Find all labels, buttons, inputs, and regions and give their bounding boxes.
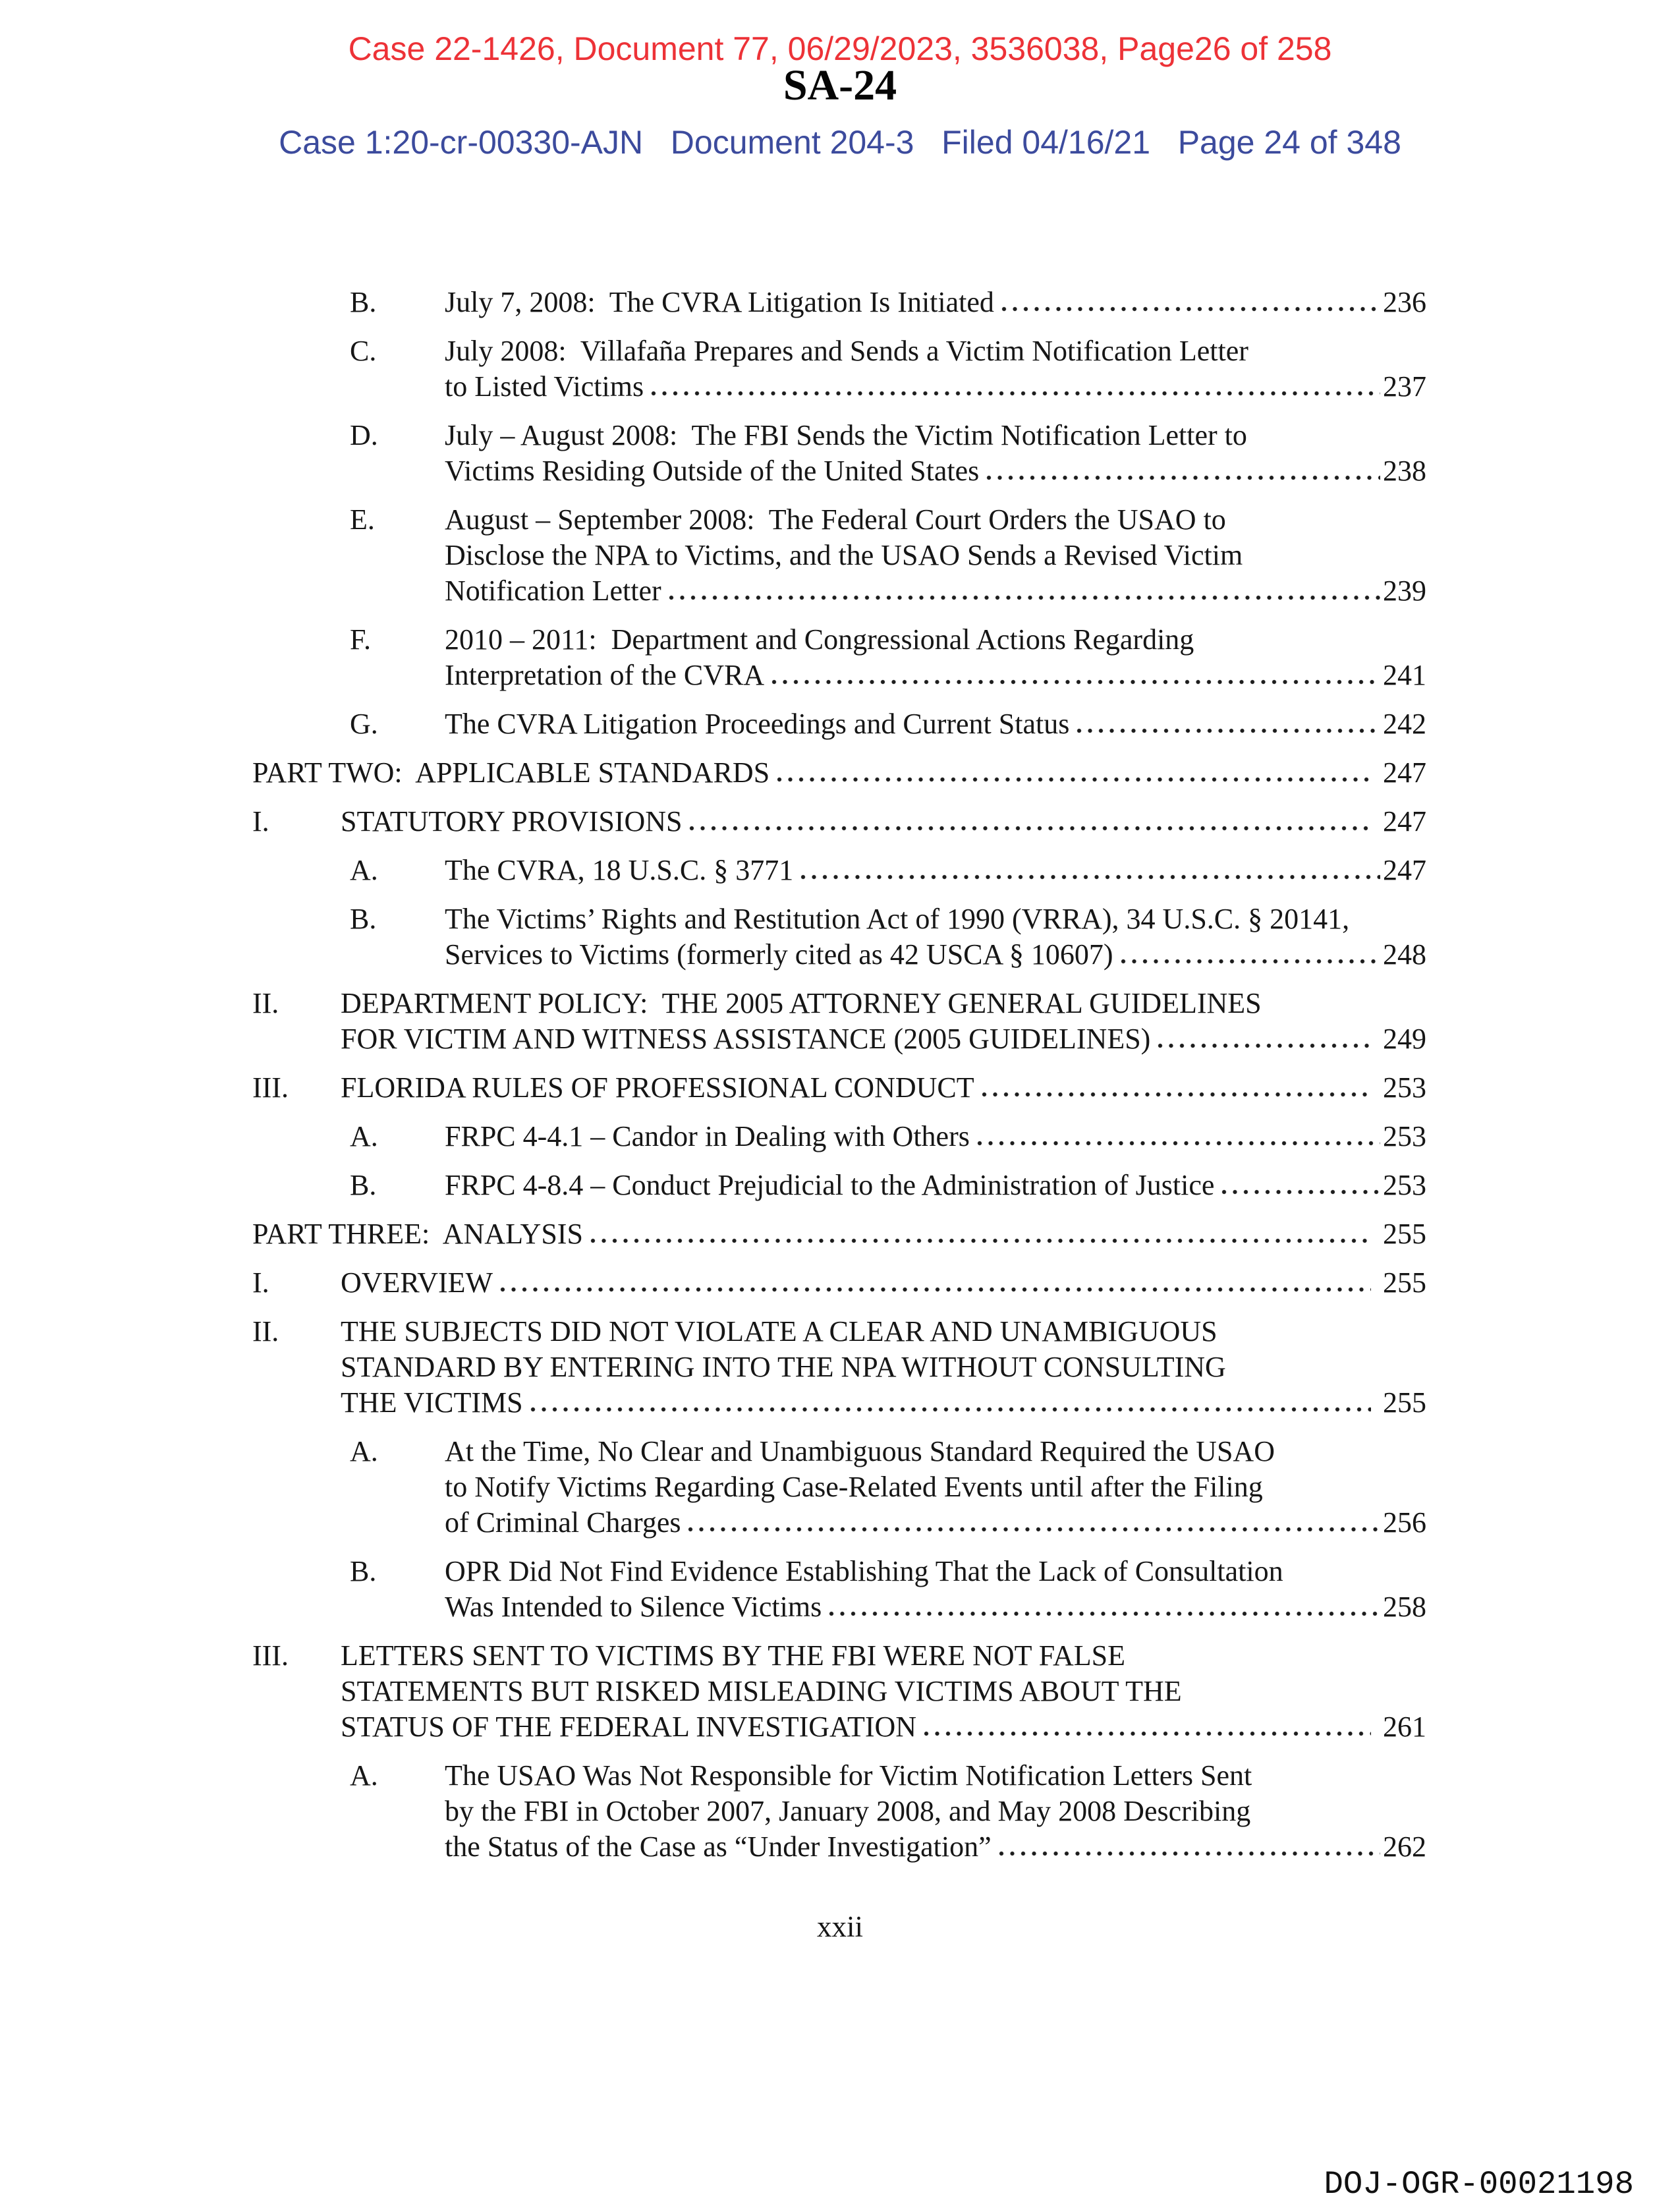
toc-line-text: The Victims’ Rights and Restitution Act of 1990 (VRRA), 34 U.S.C. § 20141, — [445, 903, 1350, 935]
toc-entry-body — [445, 622, 1426, 693]
toc-entry-label: II. — [252, 1315, 279, 1347]
dot-leader — [688, 826, 1371, 831]
toc-page-number: 236 — [1383, 286, 1426, 318]
toc-line — [445, 1758, 1426, 1794]
toc-line — [341, 1709, 1426, 1745]
toc-line-text: PART TWO: APPLICABLE STANDARDS — [252, 756, 770, 789]
toc-page-number: 247 — [1383, 854, 1426, 886]
toc-page-number: 256 — [1383, 1506, 1426, 1539]
toc-line-text: Disclose the NPA to Victims, and the USAO Sends a Revised Victim — [445, 539, 1243, 571]
page-number-roman: xxii — [816, 1910, 863, 1943]
toc-line — [445, 333, 1426, 369]
toc-line-text: FRPC 4-4.1 – Candor in Dealing with Others — [445, 1120, 970, 1152]
toc-line-text: THE SUBJECTS DID NOT VIOLATE A CLEAR AND UNAMBIGUOUS — [341, 1315, 1218, 1347]
toc-entry-body — [445, 853, 1426, 888]
toc-entry — [252, 901, 1426, 973]
toc-line-text: Notification Letter — [445, 575, 661, 607]
toc-line — [445, 1119, 1426, 1154]
toc-line — [445, 1434, 1426, 1469]
toc-line-text: of Criminal Charges — [445, 1506, 681, 1539]
toc-line-text: by the FBI in October 2007, January 2008, and May 2008 Describing — [445, 1795, 1251, 1827]
toc-entry-body — [445, 418, 1426, 489]
toc-line-text: At the Time, No Clear and Unambiguous Standard Required the USAO — [445, 1435, 1275, 1467]
toc-line — [445, 937, 1426, 973]
toc-line — [341, 1265, 1426, 1301]
toc-line-text: STANDARD BY ENTERING INTO THE NPA WITHOUT CONSULTING — [341, 1351, 1226, 1383]
toc-line — [445, 706, 1426, 742]
toc-line — [341, 1314, 1426, 1349]
toc-entry-label: G. — [350, 708, 378, 740]
toc-entry-label: I. — [252, 805, 269, 837]
toc-line — [445, 658, 1426, 693]
toc-page-number: 238 — [1383, 455, 1426, 487]
toc-line — [252, 1216, 1426, 1252]
toc-entry-body — [341, 986, 1426, 1057]
toc-line — [341, 1638, 1426, 1674]
toc-entry — [252, 333, 1426, 405]
toc-entry — [252, 1216, 1426, 1252]
toc-line — [445, 1829, 1426, 1865]
toc-line-text: OPR Did Not Find Evidence Establishing That the Lack of Consultation — [445, 1555, 1283, 1587]
toc-line — [445, 573, 1426, 609]
toc-entry-label: A. — [350, 854, 378, 886]
dot-leader — [976, 1141, 1380, 1146]
dot-leader — [499, 1287, 1371, 1292]
toc-entry-body — [445, 706, 1426, 742]
dot-leader — [828, 1611, 1380, 1616]
toc-entry-body — [445, 1119, 1426, 1154]
toc-line — [341, 1021, 1426, 1057]
dot-leader — [771, 679, 1380, 685]
toc-line-text: July – August 2008: The FBI Sends the Victim Notification Letter to — [445, 419, 1247, 451]
toc-line-text: DEPARTMENT POLICY: THE 2005 ATTORNEY GENERAL GUIDELINES — [341, 987, 1262, 1019]
toc-page-number: 253 — [1383, 1120, 1426, 1152]
toc-line — [445, 1505, 1426, 1541]
toc-page-number: 239 — [1383, 575, 1426, 607]
dot-leader — [1157, 1043, 1371, 1048]
toc-entry-body — [445, 333, 1426, 405]
toc-entry-body — [445, 502, 1426, 609]
toc-page-number: 249 — [1383, 1023, 1426, 1055]
toc-page-number: 253 — [1383, 1071, 1426, 1104]
appendix-page-stamp: SA-24 — [783, 61, 897, 109]
toc-line-text: Victims Residing Outside of the United States — [445, 455, 980, 487]
toc-entry-label: B. — [350, 1169, 377, 1201]
toc-entry — [252, 755, 1426, 791]
toc-line — [341, 804, 1426, 839]
toc-page-number: 261 — [1383, 1711, 1426, 1743]
toc-line-text: Services to Victims (formerly cited as 42 USCA § 10607) — [445, 938, 1113, 971]
toc-line-text: Interpretation of the CVRA — [445, 659, 765, 691]
toc-line — [445, 418, 1426, 453]
toc-line — [445, 1168, 1426, 1203]
dot-leader — [650, 391, 1380, 396]
toc-entry-label: E. — [350, 503, 375, 536]
toc-page-number: 241 — [1383, 659, 1426, 691]
toc-page-number: 255 — [1383, 1218, 1426, 1250]
toc-entry — [252, 1168, 1426, 1203]
dot-leader — [800, 874, 1380, 880]
toc-line-text: July 7, 2008: The CVRA Litigation Is Initiated — [445, 286, 994, 318]
toc-page-number: 237 — [1383, 370, 1426, 403]
toc-entry — [252, 502, 1426, 609]
toc-entry-label: F. — [350, 623, 371, 656]
toc-page-number: 253 — [1383, 1169, 1426, 1201]
dot-leader — [998, 1851, 1380, 1856]
toc-page-number: 255 — [1383, 1386, 1426, 1419]
dot-leader — [923, 1731, 1371, 1736]
toc-page-number: 255 — [1383, 1266, 1426, 1299]
toc-entry-label: II. — [252, 987, 279, 1019]
toc-line — [445, 1589, 1426, 1625]
toc-entry-label: III. — [252, 1071, 289, 1104]
toc-entry — [252, 1265, 1426, 1301]
toc-line-text: OVERVIEW — [341, 1266, 493, 1299]
toc-line-text: July 2008: Villafaña Prepares and Sends a Victim Notification Letter — [445, 335, 1248, 367]
toc-line-text: August – September 2008: The Federal Court Orders the USAO to — [445, 503, 1226, 536]
toc-entry-label: A. — [350, 1435, 378, 1467]
dot-leader — [687, 1527, 1380, 1532]
toc-entry-body — [445, 1554, 1426, 1625]
toc-line-text: STATEMENTS BUT RISKED MISLEADING VICTIMS ABOUT THE — [341, 1675, 1182, 1707]
toc-line-text: 2010 – 2011: Department and Congressional Actions Regarding — [445, 623, 1194, 656]
toc-line-text: FLORIDA RULES OF PROFESSIONAL CONDUCT — [341, 1071, 974, 1104]
toc-line — [445, 453, 1426, 489]
toc-entry — [252, 1119, 1426, 1154]
toc-line-text: STATUTORY PROVISIONS — [341, 805, 683, 837]
dot-leader — [1221, 1189, 1380, 1195]
toc-line-text: the Status of the Case as “Under Investigation” — [445, 1830, 992, 1863]
toc-line — [445, 369, 1426, 405]
toc-entry — [252, 622, 1426, 693]
toc-line-text: LETTERS SENT TO VICTIMS BY THE FBI WERE NOT FALSE — [341, 1639, 1125, 1672]
dot-leader — [1120, 959, 1380, 964]
toc-entry — [252, 804, 1426, 839]
toc-entry-label: B. — [350, 286, 377, 318]
toc-line — [445, 853, 1426, 888]
toc-entry — [252, 1758, 1426, 1865]
toc-entry — [252, 1638, 1426, 1745]
toc-entry-label: A. — [350, 1120, 378, 1152]
toc-entry-label: C. — [350, 335, 377, 367]
dot-leader — [1001, 306, 1380, 312]
toc-page-number: 262 — [1383, 1830, 1426, 1863]
toc-entry-body — [445, 1168, 1426, 1203]
toc-entry — [252, 285, 1426, 320]
toc-entry-body — [341, 1314, 1426, 1421]
dot-leader — [590, 1238, 1371, 1243]
bates-number: DOJ-OGR-00021198 — [1324, 2166, 1634, 2203]
toc-entry-label: D. — [350, 419, 378, 451]
toc-entry-label: III. — [252, 1639, 289, 1672]
toc-line-text: to Notify Victims Regarding Case-Related Events until after the Filing — [445, 1471, 1263, 1503]
toc-entry-body — [445, 1758, 1426, 1865]
toc-entry-label: A. — [350, 1759, 378, 1792]
toc-entry — [252, 418, 1426, 489]
toc-page-number: 242 — [1383, 708, 1426, 740]
toc-entry — [252, 853, 1426, 888]
toc-page-number: 248 — [1383, 938, 1426, 971]
toc-entry — [252, 1070, 1426, 1106]
toc-line — [445, 285, 1426, 320]
toc-line-text: The CVRA, 18 U.S.C. § 3771 — [445, 854, 794, 886]
toc-page-number: 247 — [1383, 805, 1426, 837]
toc-line — [445, 1794, 1426, 1829]
toc-entry-body — [341, 1070, 1426, 1106]
toc-entry — [252, 1554, 1426, 1625]
dot-leader — [530, 1407, 1371, 1412]
toc-entry-body — [445, 1434, 1426, 1541]
toc-line-text: FOR VICTIM AND WITNESS ASSISTANCE (2005 GUIDELINES) — [341, 1023, 1151, 1055]
toc-entry — [252, 1434, 1426, 1541]
toc-entry-body — [341, 804, 1426, 839]
toc-line — [341, 1070, 1426, 1106]
toc-line — [445, 901, 1426, 937]
toc-page-number: 258 — [1383, 1591, 1426, 1623]
district-case-header: Case 1:20-cr-00330-AJN Document 204-3 Filed 04/16/21 Page 24 of 348 — [279, 124, 1401, 161]
appellate-case-header: Case 22-1426, Document 77, 06/29/2023, 3536038, Page26 of 258 — [348, 30, 1332, 67]
toc-line — [445, 622, 1426, 658]
toc-line — [341, 1385, 1426, 1421]
toc-line-text: FRPC 4-8.4 – Conduct Prejudicial to the Administration of Justice — [445, 1169, 1215, 1201]
toc-entry-body — [252, 1216, 1426, 1252]
toc-line — [445, 502, 1426, 538]
toc-line-text: to Listed Victims — [445, 370, 644, 403]
toc-line-text: The CVRA Litigation Proceedings and Current Status — [445, 708, 1070, 740]
toc-entry-body — [445, 901, 1426, 973]
toc-line-text: The USAO Was Not Responsible for Victim Notification Letters Sent — [445, 1759, 1252, 1792]
toc-entry — [252, 706, 1426, 742]
dot-leader — [668, 595, 1380, 600]
toc-entry — [252, 1314, 1426, 1421]
dot-leader — [986, 475, 1380, 480]
toc-entry-body — [341, 1265, 1426, 1301]
dot-leader — [1076, 728, 1380, 733]
toc-line — [341, 1674, 1426, 1709]
toc-line-text: THE VICTIMS — [341, 1386, 523, 1419]
toc-line — [445, 1469, 1426, 1505]
toc-line — [445, 538, 1426, 573]
toc-entry-label: I. — [252, 1266, 269, 1299]
toc-entry-body — [252, 755, 1426, 791]
toc-line — [341, 1349, 1426, 1385]
dot-leader — [776, 777, 1371, 782]
toc-line-text: PART THREE: ANALYSIS — [252, 1218, 583, 1250]
toc-line — [445, 1554, 1426, 1589]
toc-line — [341, 986, 1426, 1021]
toc-entry-label: B. — [350, 1555, 377, 1587]
table-of-contents — [252, 285, 1426, 1878]
toc-entry — [252, 986, 1426, 1057]
toc-entry-label: B. — [350, 903, 377, 935]
toc-line — [252, 755, 1426, 791]
toc-entry-body — [341, 1638, 1426, 1745]
toc-page-number: 247 — [1383, 756, 1426, 789]
toc-line-text: Was Intended to Silence Victims — [445, 1591, 822, 1623]
dot-leader — [981, 1092, 1371, 1097]
toc-entry-body — [445, 285, 1426, 320]
toc-line-text: STATUS OF THE FEDERAL INVESTIGATION — [341, 1711, 917, 1743]
